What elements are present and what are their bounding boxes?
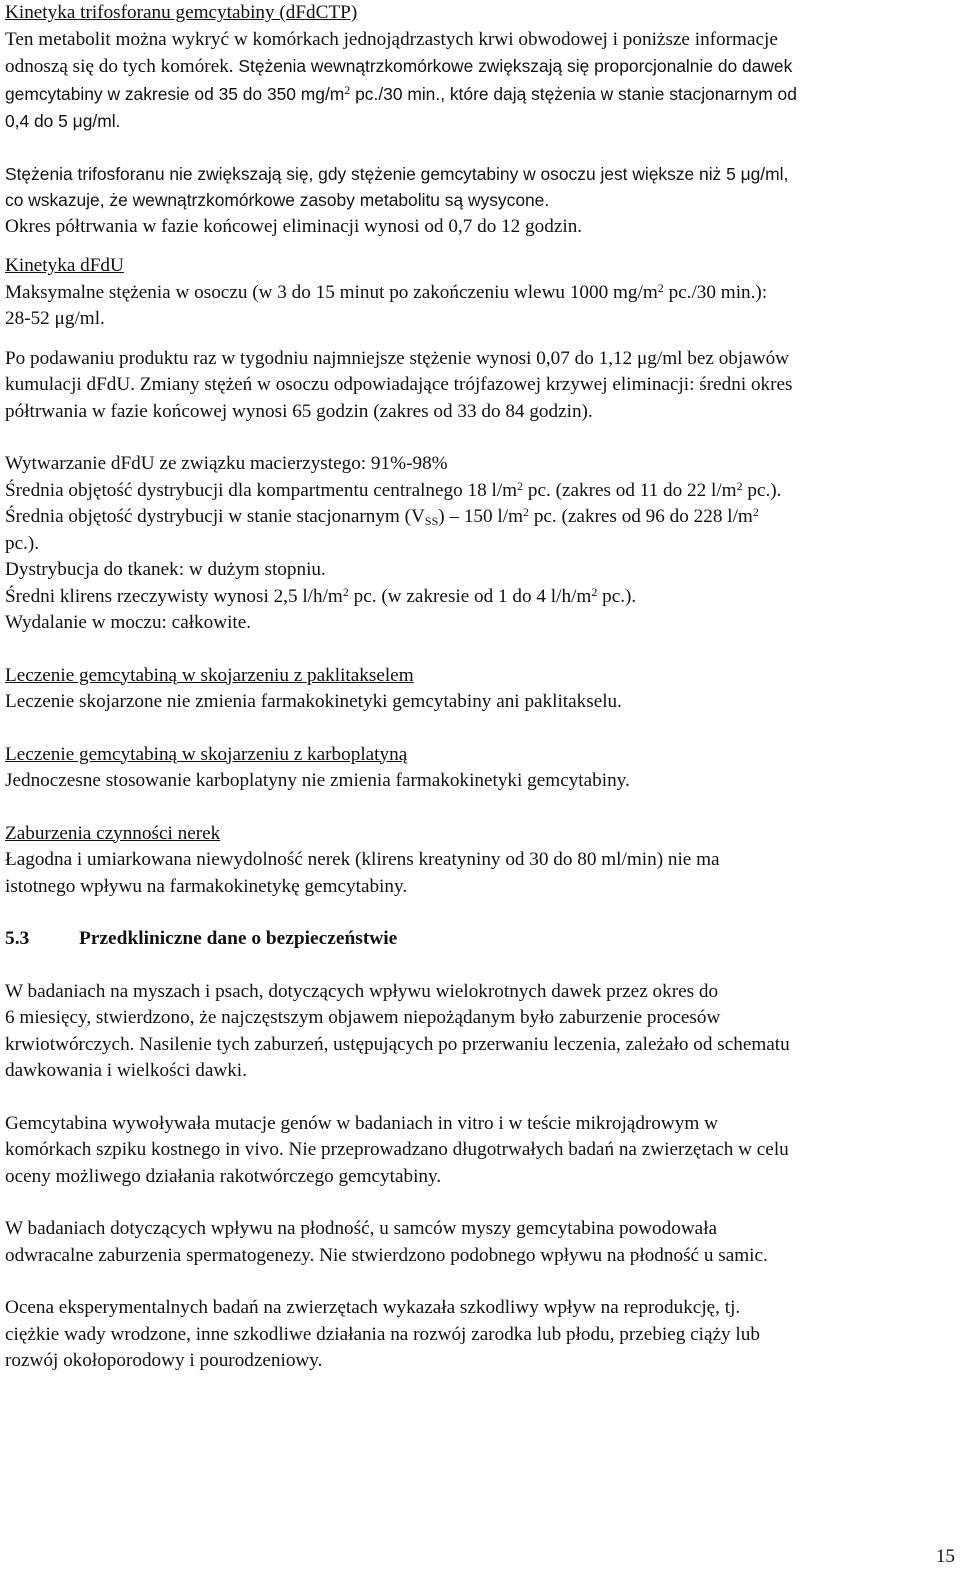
text-line: Jednoczesne stosowanie karboplatyny nie zmienia farmakokinetyki gemcytabiny. [5, 770, 630, 791]
text-line: Po podawaniu produktu raz w tygodniu najmniejsze stężenie wynosi 0,07 do 1,12 μg/ml bez objawów [5, 347, 790, 369]
text-line: kumulacji dFdU. Zmiany stężeń w osoczu odpowiadające trójfazowej krzywej eliminacji: średni okres [5, 374, 793, 395]
text-line: odwracalne zaburzenia spermatogenezy. Nie stwierdzono podobnego wpływu na płodność u samic. [5, 1244, 768, 1266]
section-title: Przedkliniczne dane o bezpieczeństwie [79, 928, 398, 949]
section-heading-karboplatyna: Leczenie gemcytabiną w skojarzeniu z karboplatyną [5, 743, 408, 765]
text-line: co wskazuje, że wewnątrzkomórkowe zasoby metabolitu są wysycone. [5, 190, 550, 210]
text-line: Gemcytabina wywoływała mutacje genów w badaniach in vitro i w teście mikrojądrowym w [5, 1112, 718, 1134]
text-line: komórkach szpiku kostnego in vivo. Nie przeprowadzano długotrwałych badań na zwierzętach w celu [5, 1139, 789, 1160]
text-line: Ten metabolit można wykryć w komórkach jednojądrzastych krwi obwodowej i poniższe informacje [5, 28, 778, 50]
text-line: 28-52 μg/ml. [5, 308, 105, 329]
section-heading-paklitaksel: Leczenie gemcytabiną w skojarzeniu z paklitakselem [5, 664, 414, 686]
text-line: Łagodna i umiarkowana niewydolność nerek (klirens kreatyniny od 30 do 80 ml/min) nie ma [5, 849, 720, 870]
section-heading-5-3 [5, 926, 955, 953]
text-line: Średni klirens rzeczywisty wynosi 2,5 $l/h/m^2$ pc. (w zakresie od 1 do 4 $l/h/m^2$ pc.). [5, 584, 637, 607]
text-line: Leczenie skojarzone nie zmienia farmakokinetyki gemcytabiny ani paklitakselu. [5, 691, 622, 712]
text-line: krwiotwórczych. Nasilenie tych zaburzeń, ustępujących po przerwaniu leczenia, zależało od schematu [5, 1033, 790, 1055]
text-line: dawkowania i wielkości dawki. [5, 1060, 247, 1081]
text-line: półtrwania w fazie końcowej wynosi 65 godzin (zakres od 33 do 84 godzin). [5, 400, 593, 422]
section-number: 5.3 [5, 928, 30, 949]
text-line: Maksymalne stężenia w osoczu (w 3 do 15 minut po zakończeniu wlewu 1000 $mg/m^2$ pc./30 min.): [5, 280, 768, 303]
text-line: Dystrybucja do tkanek: w dużym stopniu. [5, 559, 326, 580]
text-line: rozwój okołoporodowy i pourodzeniowy. [5, 1350, 323, 1371]
text-line: Ocena eksperymentalnych badań na zwierzętach wykazała szkodliwy wpływ na reprodukcję, tj. [5, 1297, 741, 1318]
text-line: Okres półtrwania w fazie końcowej eliminacji wynosi od 0,7 do 12 godzin. [5, 215, 583, 237]
text-line: 0,4 do 5 μg/ml. [5, 111, 121, 131]
page-number: 15 [935, 1545, 955, 1567]
text-line: 6 miesięcy, stwierdzono, że najczęstszym objawem niepożądanym było zaburzenie procesów [5, 1007, 721, 1028]
text-line: Stężenia trifosforanu nie zwiększają się, gdy stężenie gemcytabiny w osoczu jest większe niż 5 μg/ml, [5, 163, 789, 184]
text-line: istotnego wpływu na farmakokinetykę gemcytabiny. [5, 875, 408, 897]
text-line: Średnia objętość dystrybucji w stanie stacjonarnym $(V_{SS}) - 150$ $l/m^2$ pc. (zakres od 96 do 228 $l/m^2$ [5, 505, 759, 528]
text-line: W badaniach na myszach i psach, dotyczących wpływu wielokrotnych dawek przez okres do [5, 980, 719, 1002]
text-line: pc.). [5, 532, 40, 554]
text-line: Wydalanie w moczu: całkowite. [5, 612, 252, 633]
text-line: odnoszą się do tych komórek. Stężenia wewnątrzkomórkowe zwiększają się proporcjonalnie do dawek [5, 56, 793, 77]
text-line: oceny możliwego działania rakotwórczego gemcytabiny. [5, 1165, 442, 1187]
text-line: Średnia objętość dystrybucji dla kompartmentu centralnego 18 $l/m^2$ pc. (zakres od 11 do 22 $l/m^2$ pc.). [5, 478, 782, 501]
section-heading-dfdu: Kinetyka dFdU [5, 255, 124, 276]
section-heading-nerki: Zaburzenia czynności nerek [5, 822, 221, 844]
document-page [5, 0, 955, 1375]
section-heading-dfdctp: Kinetyka trifosforanu gemcytabiny (dFdCTP) [5, 2, 358, 23]
text-line: gemcytabiny w zakresie od 35 do 350 $mg/m^2$ pc./30 min., które dają stężenia w stanie stacjonarnym od [5, 82, 797, 104]
text-line: ciężkie wady wrodzone, inne szkodliwe działania na rozwój zarodka lub płodu, przebieg ciąży lub [5, 1323, 760, 1345]
text-line: W badaniach dotyczących wpływu na płodność, u samców myszy gemcytabina powodowała [5, 1218, 718, 1239]
text-line: Wytwarzanie dFdU ze związku macierzystego: 91%-98% [5, 453, 448, 474]
